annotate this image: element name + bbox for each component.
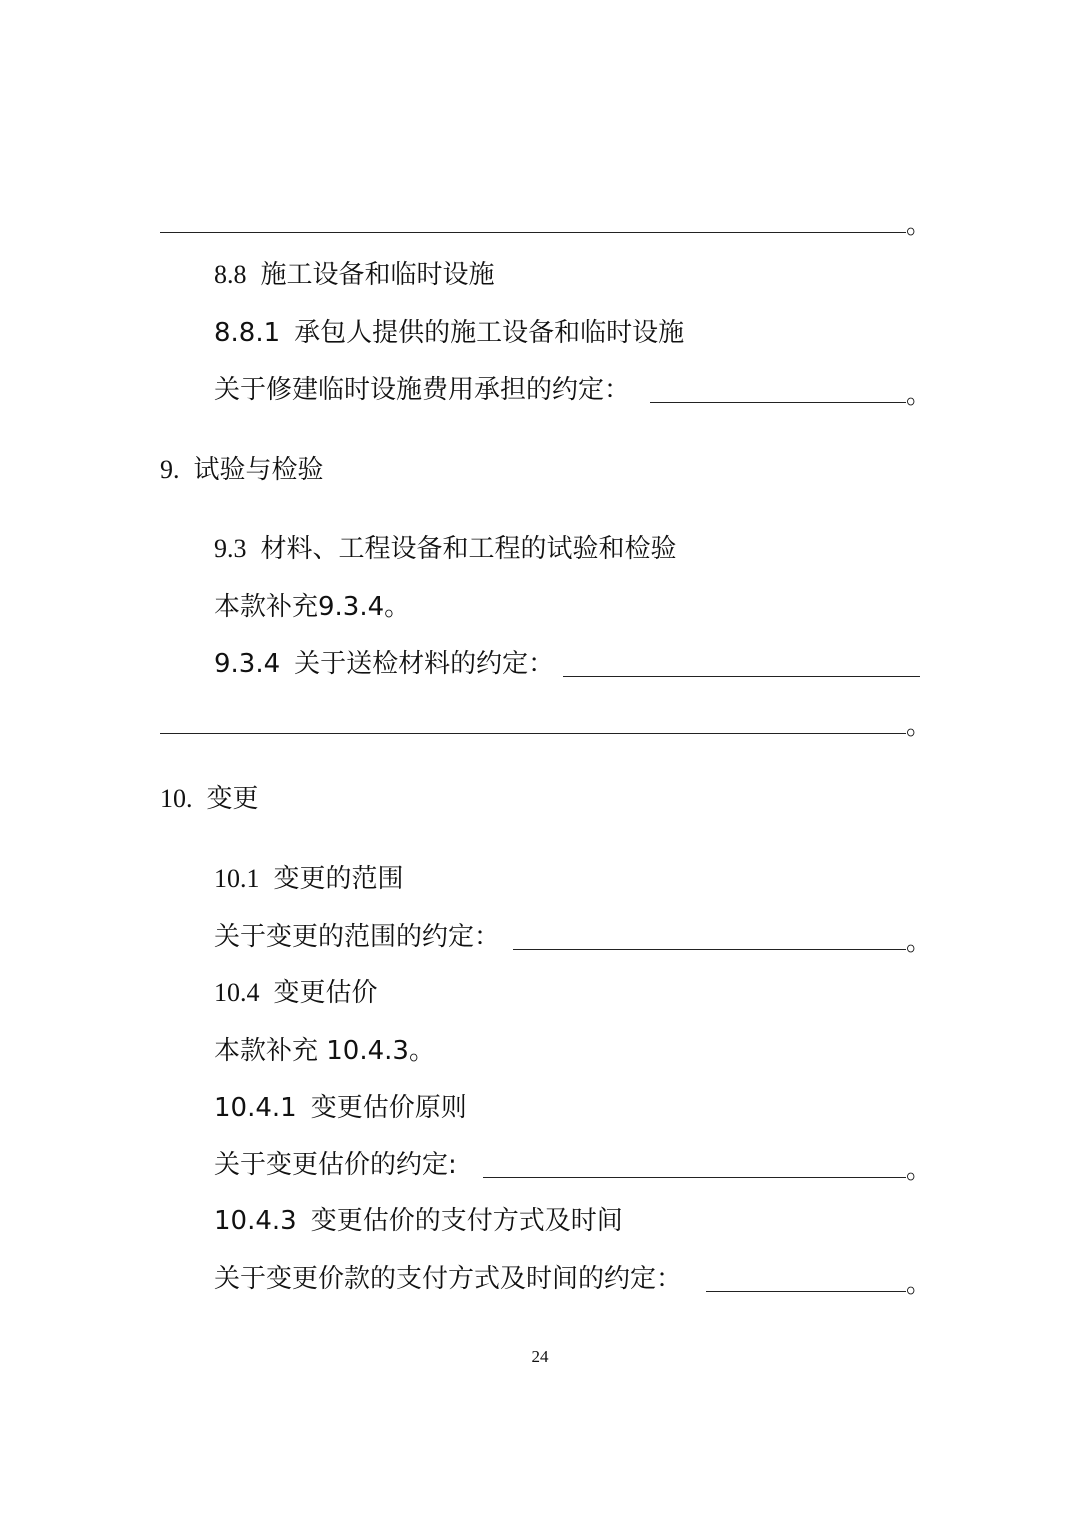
section-title: 材料、工程设备和工程的试验和检验 xyxy=(260,534,677,564)
section-title: 变更估价原则 xyxy=(310,1093,467,1123)
period: 。 xyxy=(906,927,933,957)
blank-fill-line xyxy=(563,676,920,677)
blank-fill-line xyxy=(160,733,906,734)
clause-label-payment-method-time: 关于变更价款的支付方式及时间的约定： xyxy=(214,1264,683,1294)
section-number: 9.3 xyxy=(214,534,247,563)
clause-9-3-4 xyxy=(214,647,554,681)
section-number: 10.4.3 xyxy=(214,1206,297,1236)
clause-label: 关于送检材料的约定： xyxy=(294,649,555,679)
section-number: 8.8.1 xyxy=(214,318,281,348)
period: 。 xyxy=(906,210,933,240)
clause-label-change-valuation: 关于变更估价的约定: xyxy=(214,1150,457,1180)
section-heading-10-4-1 xyxy=(214,1091,467,1125)
period: 。 xyxy=(906,380,933,410)
section-title: 施工设备和临时设施 xyxy=(260,260,495,290)
section-number: 10. xyxy=(160,784,193,813)
clause-label-temporary-facilities-cost: 关于修建临时设施费用承担的约定： xyxy=(214,375,631,405)
section-number: 8.8 xyxy=(214,260,247,289)
period: 。 xyxy=(906,1269,933,1299)
section-heading-9 xyxy=(160,453,324,487)
section-title: 试验与检验 xyxy=(193,455,324,485)
section-title: 承包人提供的施工设备和临时设施 xyxy=(294,318,685,348)
blank-fill-line xyxy=(160,232,906,233)
period: 。 xyxy=(906,1155,933,1185)
section-title: 变更估价 xyxy=(273,978,378,1008)
section-number: 9. xyxy=(160,455,180,484)
page-number: 24 xyxy=(531,1347,549,1366)
supplement-note-10-4-3: 本款补充 10.4.3。 xyxy=(214,1036,435,1066)
section-heading-10 xyxy=(160,782,259,816)
section-number: 9.3.4 xyxy=(214,649,281,679)
section-heading-10-4 xyxy=(214,976,378,1010)
blank-fill-line xyxy=(483,1177,906,1178)
supplement-note-9-3-4: 本款补充9.3.4。 xyxy=(214,592,411,622)
section-heading-9-3 xyxy=(214,532,677,566)
section-number: 10.4 xyxy=(214,978,260,1007)
section-title: 变更估价的支付方式及时间 xyxy=(310,1206,623,1236)
section-number: 10.4.1 xyxy=(214,1093,297,1123)
blank-fill-line xyxy=(650,402,906,403)
section-heading-8-8 xyxy=(214,258,495,292)
section-heading-10-4-3 xyxy=(214,1204,623,1238)
section-heading-8-8-1 xyxy=(214,316,684,350)
blank-fill-line xyxy=(706,1291,906,1292)
section-number: 10.1 xyxy=(214,864,260,893)
clause-label-change-scope: 关于变更的范围的约定： xyxy=(214,922,501,952)
section-title: 变更 xyxy=(206,784,259,814)
period: 。 xyxy=(906,711,933,741)
blank-fill-line xyxy=(513,949,906,950)
section-title: 变更的范围 xyxy=(273,864,404,894)
section-heading-10-1 xyxy=(214,862,404,896)
